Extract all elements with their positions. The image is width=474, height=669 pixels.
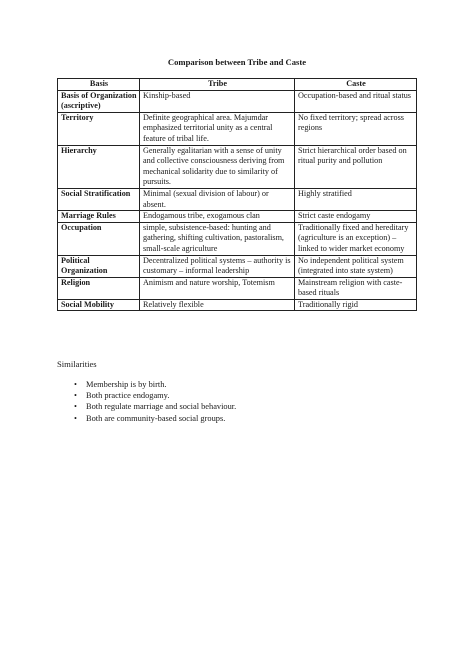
table-row	[58, 222, 417, 255]
header-caste: Caste	[295, 79, 417, 91]
list-item	[57, 379, 236, 390]
basis-cell: Political Organization	[58, 255, 140, 277]
header-tribe: Tribe	[140, 79, 295, 91]
table-row	[58, 255, 417, 277]
caste-cell: Strict caste endogamy	[295, 211, 417, 223]
basis-cell: Marriage Rules	[58, 211, 140, 223]
list-item	[57, 413, 236, 424]
table-row	[58, 90, 417, 112]
basis-cell: Occupation	[58, 222, 140, 255]
caste-cell: Traditionally fixed and hereditary (agriculture is an exception) – linked to wider market economy	[295, 222, 417, 255]
tribe-cell: Definite geographical area. Majumdar emphasized territorial unity as a central feature of tribal life.	[140, 112, 295, 145]
basis-cell: Social Mobility	[58, 299, 140, 311]
tribe-cell: simple, subsistence-based: hunting and gathering, shifting cultivation, pastoralism, small-scale agriculture	[140, 222, 295, 255]
tribe-cell: Endogamous tribe, exogamous clan	[140, 211, 295, 223]
caste-cell: Traditionally rigid	[295, 299, 417, 311]
table-row	[58, 145, 417, 188]
basis-cell: Hierarchy	[58, 145, 140, 188]
table-row	[58, 299, 417, 311]
tribe-cell: Decentralized political systems – authority is customary – informal leadership	[140, 255, 295, 277]
header-basis: Basis	[58, 79, 140, 91]
table-header-row	[58, 79, 417, 91]
table-row	[58, 188, 417, 210]
caste-cell: Mainstream religion with caste-based rituals	[295, 277, 417, 299]
list-item-text: Both regulate marriage and social behaviour.	[86, 402, 237, 412]
table-row	[58, 211, 417, 223]
basis-cell: Religion	[58, 277, 140, 299]
tribe-cell: Animism and nature worship, Totemism	[140, 277, 295, 299]
similarities-list	[57, 379, 236, 424]
caste-cell: No independent political system (integrated into state system)	[295, 255, 417, 277]
tribe-cell: Kinship-based	[140, 90, 295, 112]
list-item	[57, 390, 236, 401]
list-item-text: Membership is by birth.	[86, 380, 167, 389]
caste-cell: Strict hierarchical order based on ritual purity and pollution	[295, 145, 417, 188]
bullet-icon: •	[74, 413, 77, 423]
caste-cell: Highly stratified	[295, 188, 417, 210]
bullet-icon: •	[74, 391, 77, 401]
list-item	[57, 401, 236, 412]
similarities-heading: Similarities	[57, 359, 97, 369]
table-row	[58, 277, 417, 299]
tribe-cell: Generally egalitarian with a sense of unity and collective consciousness deriving from mechanical solidarity due to similarity of pursuits.	[140, 145, 295, 188]
comparison-table	[57, 78, 417, 311]
list-item-text: Both are community-based social groups.	[86, 413, 226, 423]
basis-cell: Social Stratification	[58, 188, 140, 210]
basis-cell: Territory	[58, 112, 140, 145]
caste-cell: Occupation-based and ritual status	[295, 90, 417, 112]
table-row	[58, 112, 417, 145]
bullet-icon: •	[74, 402, 77, 412]
tribe-cell: Relatively flexible	[140, 299, 295, 311]
basis-cell: Basis of Organization (ascriptive)	[58, 90, 140, 112]
list-item-text: Both practice endogamy.	[86, 391, 170, 401]
bullet-icon: •	[74, 380, 77, 389]
caste-cell: No fixed territory; spread across regions	[295, 112, 417, 145]
page-title: Comparison between Tribe and Caste	[167, 57, 307, 67]
tribe-cell: Minimal (sexual division of labour) or absent.	[140, 188, 295, 210]
